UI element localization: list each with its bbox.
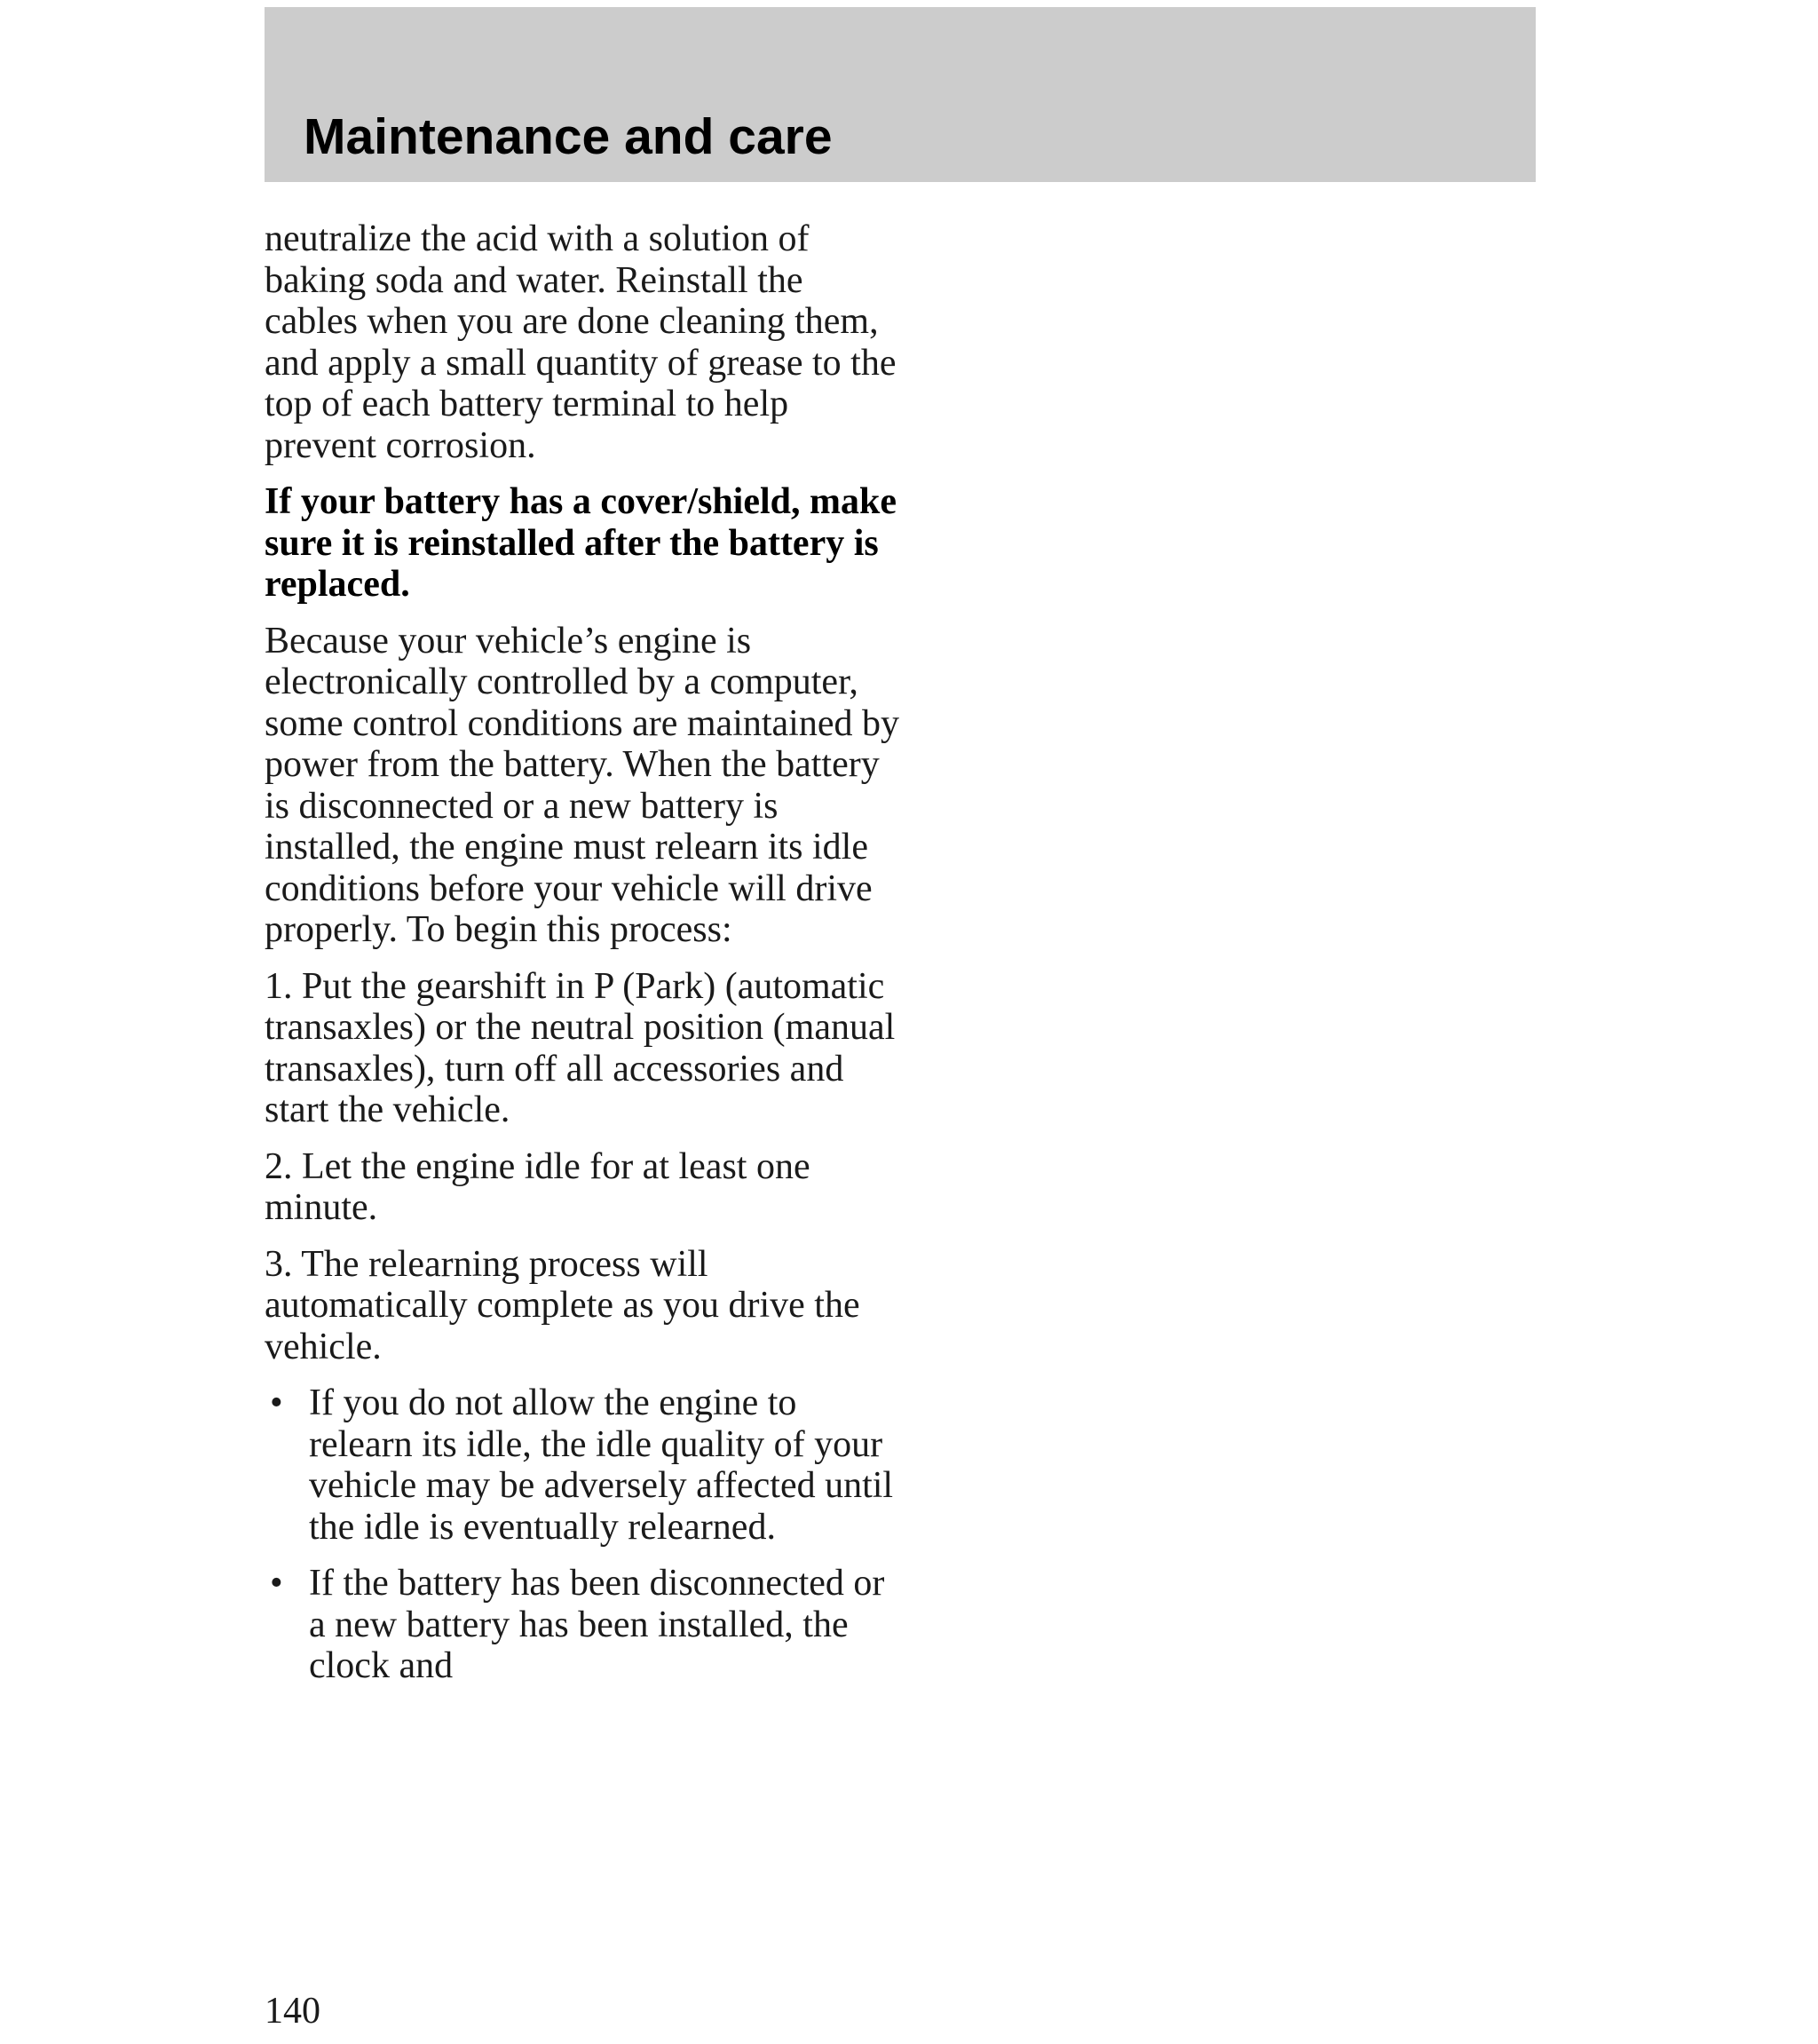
bullet-icon: • (270, 1563, 283, 1604)
paragraph-cleaning: neutralize the acid with a solution of baking soda and water. Reinstall the cables when you are done cleaning them, and apply a small quantity of grease to the top of each battery terminal to help prevent corrosion. (265, 218, 897, 466)
section-header (265, 7, 1536, 182)
step-1: 1. Put the gearshift in P (Park) (automatic transaxles) or the neutral position (manual transaxles), turn off all accessories and start the vehicle. (265, 965, 896, 1130)
section-title: Maintenance and care (304, 108, 833, 165)
step-2: 2. Let the engine idle for at least one minute. (265, 1145, 810, 1228)
step-3: 3. The relearning process will automatically complete as you drive the vehicle. (265, 1243, 860, 1367)
list-item (265, 1382, 904, 1548)
paragraph-relearn-intro: Because your vehicle’s engine is electronically controlled by a computer, some control conditions are maintained by power from the battery. When the battery is disconnected or a new battery is installed, the engine must relearn its idle conditions before your vehicle will drive properly. To begin this process: (265, 620, 899, 950)
page-body (265, 218, 904, 1702)
bullet-list (265, 1382, 904, 1687)
bullet-icon: • (270, 1382, 283, 1423)
bullet-text: If the battery has been disconnected or a new battery has been installed, the clock and (309, 1563, 885, 1686)
page-number: 140 (265, 1991, 320, 2032)
list-item (265, 1563, 904, 1687)
paragraph-cover-warning: If your battery has a cover/shield, make sure it is reinstalled after the battery is replaced. (265, 481, 897, 605)
bullet-text: If you do not allow the engine to relearn its idle, the idle quality of your vehicle may be adversely affected until the idle is eventually relearned. (309, 1382, 894, 1548)
